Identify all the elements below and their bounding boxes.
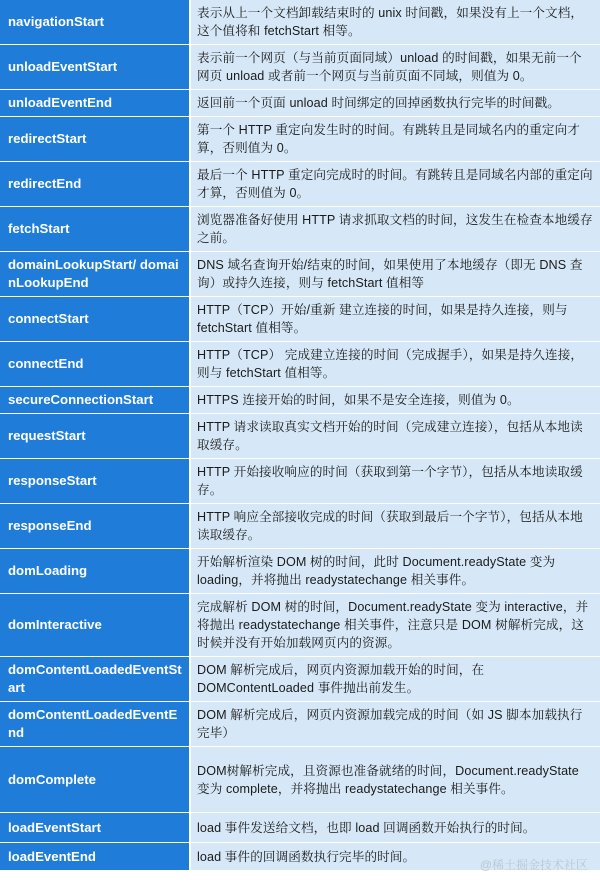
timing-key: requestStart bbox=[8, 428, 86, 443]
table-row bbox=[0, 657, 600, 702]
timing-desc-cell bbox=[191, 90, 600, 117]
timing-key: responseEnd bbox=[8, 518, 92, 533]
timing-desc-cell bbox=[191, 387, 600, 414]
timing-description: DOM 解析完成后，网页内资源加载完成的时间（如 JS 脚本加载执行完毕） bbox=[197, 708, 583, 740]
table-row bbox=[0, 162, 600, 207]
timing-desc-cell bbox=[191, 657, 600, 702]
watermark-text: @稀土掘金技术社区 bbox=[479, 858, 588, 872]
timing-description: HTTP 请求读取真实文档开始的时间（完成建立连接），包括从本地读取缓存。 bbox=[197, 420, 583, 452]
timing-key: loadEventStart bbox=[8, 819, 102, 835]
timing-key: domComplete bbox=[8, 771, 96, 787]
timing-key-cell bbox=[0, 162, 191, 207]
timing-desc-cell bbox=[191, 747, 600, 813]
timing-desc-cell bbox=[191, 414, 600, 459]
timing-key-cell bbox=[0, 657, 191, 702]
timing-desc-cell bbox=[191, 252, 600, 297]
table-row bbox=[0, 45, 600, 90]
timing-key: secureConnectionStart bbox=[8, 392, 154, 407]
watermark bbox=[480, 856, 588, 873]
table-row bbox=[0, 594, 600, 657]
timing-desc-cell bbox=[191, 297, 600, 342]
timing-key-cell bbox=[0, 459, 191, 504]
timing-description: HTTP 开始接收响应的时间（获取到第一个字节），包括从本地读取缓存。 bbox=[197, 465, 583, 497]
timing-description: 表示从上一个文档卸载结束时的 unix 时间戳，如果没有上一个文档，这个值将和 fetchStart 相等。 bbox=[197, 6, 584, 38]
timing-key: unloadEventStart bbox=[8, 59, 118, 74]
timing-description: 完成解析 DOM 树的时间，Document.readyState 变为 interactive，并将抛出 readystatechange 相关事件，注意只是 DOM 树解析完成，这时候并没有开始加载网页内的资源。 bbox=[197, 600, 589, 650]
timing-key: domainLookupStart/ domainLookupEnd bbox=[8, 257, 179, 290]
timing-key: loadEventEnd bbox=[8, 848, 96, 864]
timing-key-cell bbox=[0, 207, 191, 252]
timing-key-cell bbox=[0, 747, 191, 813]
timing-key-cell bbox=[0, 549, 191, 594]
timing-description: DOM 解析完成后，网页内资源加载开始的时间，在 DOMContentLoaded 事件抛出前发生。 bbox=[197, 663, 485, 695]
timing-key: domContentLoadedEventEnd bbox=[8, 707, 178, 740]
timing-desc-cell bbox=[191, 207, 600, 252]
timing-key: connectStart bbox=[8, 311, 89, 326]
timing-description: 最后一个 HTTP 重定向完成时的时间。有跳转且是同域名内部的重定向才算，否则值为 0。 bbox=[197, 168, 593, 200]
timing-description: HTTP 响应全部接收完成的时间（获取到最后一个字节），包括从本地读取缓存。 bbox=[197, 510, 583, 542]
timing-desc-cell bbox=[191, 702, 600, 747]
timing-desc-cell bbox=[191, 162, 600, 207]
timing-key: responseStart bbox=[8, 473, 97, 488]
timing-description: HTTP（TCP） 完成建立连接的时间（完成握手），如果是持久连接，则与 fetchStart 值相等。 bbox=[197, 348, 584, 380]
timing-key-cell bbox=[0, 702, 191, 747]
timing-key-cell bbox=[0, 117, 191, 162]
table-row bbox=[0, 90, 600, 117]
table-row bbox=[0, 702, 600, 747]
timing-description: load 事件发送给文档，也即 load 回调函数开始执行的时间。 bbox=[197, 820, 536, 835]
table-row bbox=[0, 0, 600, 45]
timing-desc-cell bbox=[191, 45, 600, 90]
table-row bbox=[0, 414, 600, 459]
timing-desc-cell bbox=[191, 0, 600, 45]
timing-desc-cell bbox=[191, 459, 600, 504]
timing-desc-cell bbox=[191, 342, 600, 387]
timing-key-cell bbox=[0, 594, 191, 657]
timing-key-cell bbox=[0, 252, 191, 297]
timing-key-cell bbox=[0, 342, 191, 387]
timing-key: redirectEnd bbox=[8, 176, 82, 191]
table-row bbox=[0, 207, 600, 252]
timing-key-cell bbox=[0, 387, 191, 414]
timing-key: domInteractive bbox=[8, 617, 102, 632]
table-row bbox=[0, 813, 600, 843]
timing-description: HTTP（TCP）开始/重新 建立连接的时间，如果是持久连接，则与 fetchStart 值相等。 bbox=[197, 303, 568, 335]
timing-key-cell bbox=[0, 90, 191, 117]
timing-key: domLoading bbox=[8, 563, 88, 578]
timing-description: 开始解析渲染 DOM 树的时间，此时 Document.readyState 变为 loading，并将抛出 readystatechange 相关事件。 bbox=[197, 555, 556, 587]
timing-desc-cell bbox=[191, 504, 600, 549]
timing-desc-cell bbox=[191, 813, 600, 843]
table-row bbox=[0, 387, 600, 414]
timing-desc-cell bbox=[191, 594, 600, 657]
table-row bbox=[0, 117, 600, 162]
timing-key-cell bbox=[0, 813, 191, 843]
timing-description: 第一个 HTTP 重定向发生时的时间。有跳转且是同域名内的重定向才算，否则值为 0。 bbox=[197, 123, 580, 155]
table-row bbox=[0, 342, 600, 387]
table-row bbox=[0, 504, 600, 549]
timing-description: DNS 域名查询开始/结束的时间，如果使用了本地缓存（即无 DNS 查询）或持久连接，则与 fetchStart 值相等 bbox=[197, 258, 583, 290]
table-row bbox=[0, 747, 600, 813]
timing-description: 返回前一个页面 unload 时间绑定的回掉函数执行完毕的时间戳。 bbox=[197, 96, 560, 110]
timing-description: 浏览器准备好使用 HTTP 请求抓取文档的时间，这发生在检查本地缓存之前。 bbox=[197, 213, 593, 245]
timing-key: redirectStart bbox=[8, 131, 87, 146]
table-row bbox=[0, 297, 600, 342]
table-row bbox=[0, 252, 600, 297]
timing-key: unloadEventEnd bbox=[8, 95, 113, 110]
timing-key-cell bbox=[0, 0, 191, 45]
timing-description: DOM树解析完成，且资源也准备就绪的时间，Document.readyState 变为 complete，并将抛出 readystatechange 相关事件。 bbox=[197, 763, 579, 796]
timing-key: connectEnd bbox=[8, 356, 84, 371]
timing-key: domContentLoadedEventStart bbox=[8, 662, 182, 695]
timing-desc-cell bbox=[191, 549, 600, 594]
timing-key-cell bbox=[0, 414, 191, 459]
timing-key: fetchStart bbox=[8, 221, 70, 236]
table-row bbox=[0, 549, 600, 594]
timing-key-cell bbox=[0, 504, 191, 549]
timing-key: navigationStart bbox=[8, 14, 104, 29]
timing-key-cell bbox=[0, 45, 191, 90]
timing-description: 表示前一个网页（与当前页面同域）unload 的时间戳，如果无前一个网页 unload 或者前一个网页与当前页面不同域，则值为 0。 bbox=[197, 51, 582, 83]
table-row bbox=[0, 459, 600, 504]
timing-description: HTTPS 连接开始的时间，如果不是安全连接，则值为 0。 bbox=[197, 393, 520, 407]
timing-description: load 事件的回调函数执行完毕的时间。 bbox=[197, 849, 416, 864]
timing-desc-cell bbox=[191, 117, 600, 162]
timing-key-cell bbox=[0, 843, 191, 871]
timing-key-cell bbox=[0, 297, 191, 342]
